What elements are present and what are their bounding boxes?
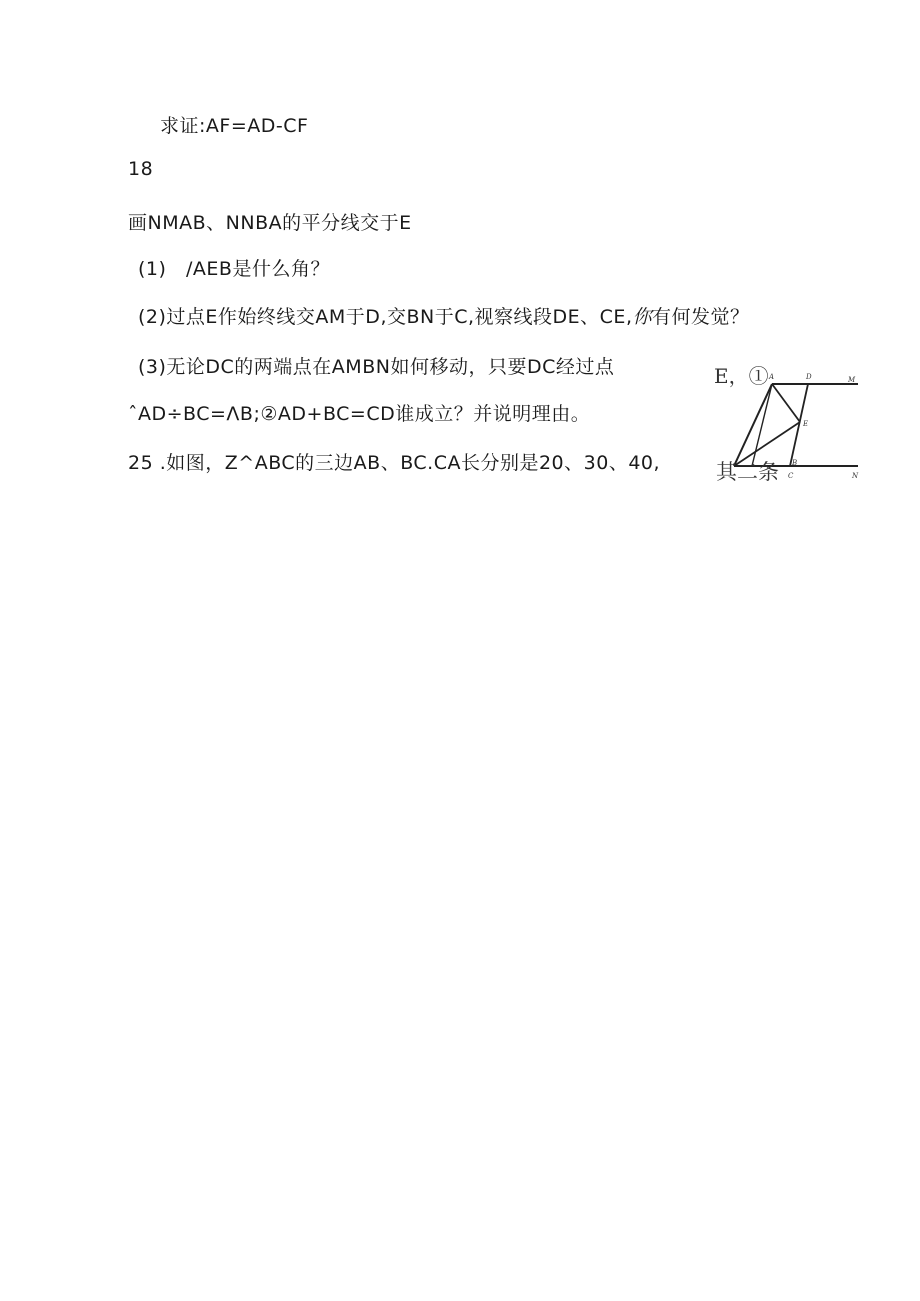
label-c: C <box>788 472 794 480</box>
proof-statement: 求证:AF=AD-CF <box>160 115 309 137</box>
figure-overlay-text-bottom: 其二条 <box>716 460 779 484</box>
part-2-text-end: 有何发觉？ <box>652 306 750 328</box>
label-a: A <box>769 373 775 381</box>
figure-overlay-text-top: E，① <box>714 364 769 388</box>
part-2-text: (2)过点E作始终线交AM于D,交BN于C,视察线段DE、CE, <box>138 306 633 328</box>
part-1-label: (1) <box>138 258 167 280</box>
part-2-italic-word: 你 <box>632 306 652 328</box>
part-2-question <box>138 306 750 328</box>
segment-ae <box>772 384 800 422</box>
problem-statement: 画NMAB、NNBA的平分线交于E <box>128 212 412 234</box>
part-3-question: (3)无论DC的两端点在AMBN如何移动，只要DC经过点 <box>138 356 615 378</box>
label-n: N <box>852 472 859 480</box>
segment-ad-diagonal <box>752 384 772 466</box>
geometry-figure <box>712 352 872 484</box>
label-b: B <box>792 459 798 467</box>
part-1-question: /AEB是什么角？ <box>186 258 330 280</box>
label-m: M <box>848 376 856 384</box>
question-25: 25 .如图，Z^ABC的三边AB、BC.CA长分别是20、30、40, <box>128 452 661 474</box>
question-number-18: 18 <box>128 158 154 180</box>
part-3-conditions: ˆAD÷BC=ΛB;②AD+BC=CD谁成立？并说明理由。 <box>128 403 591 425</box>
label-e: E <box>803 420 809 428</box>
label-d: D <box>806 373 812 381</box>
